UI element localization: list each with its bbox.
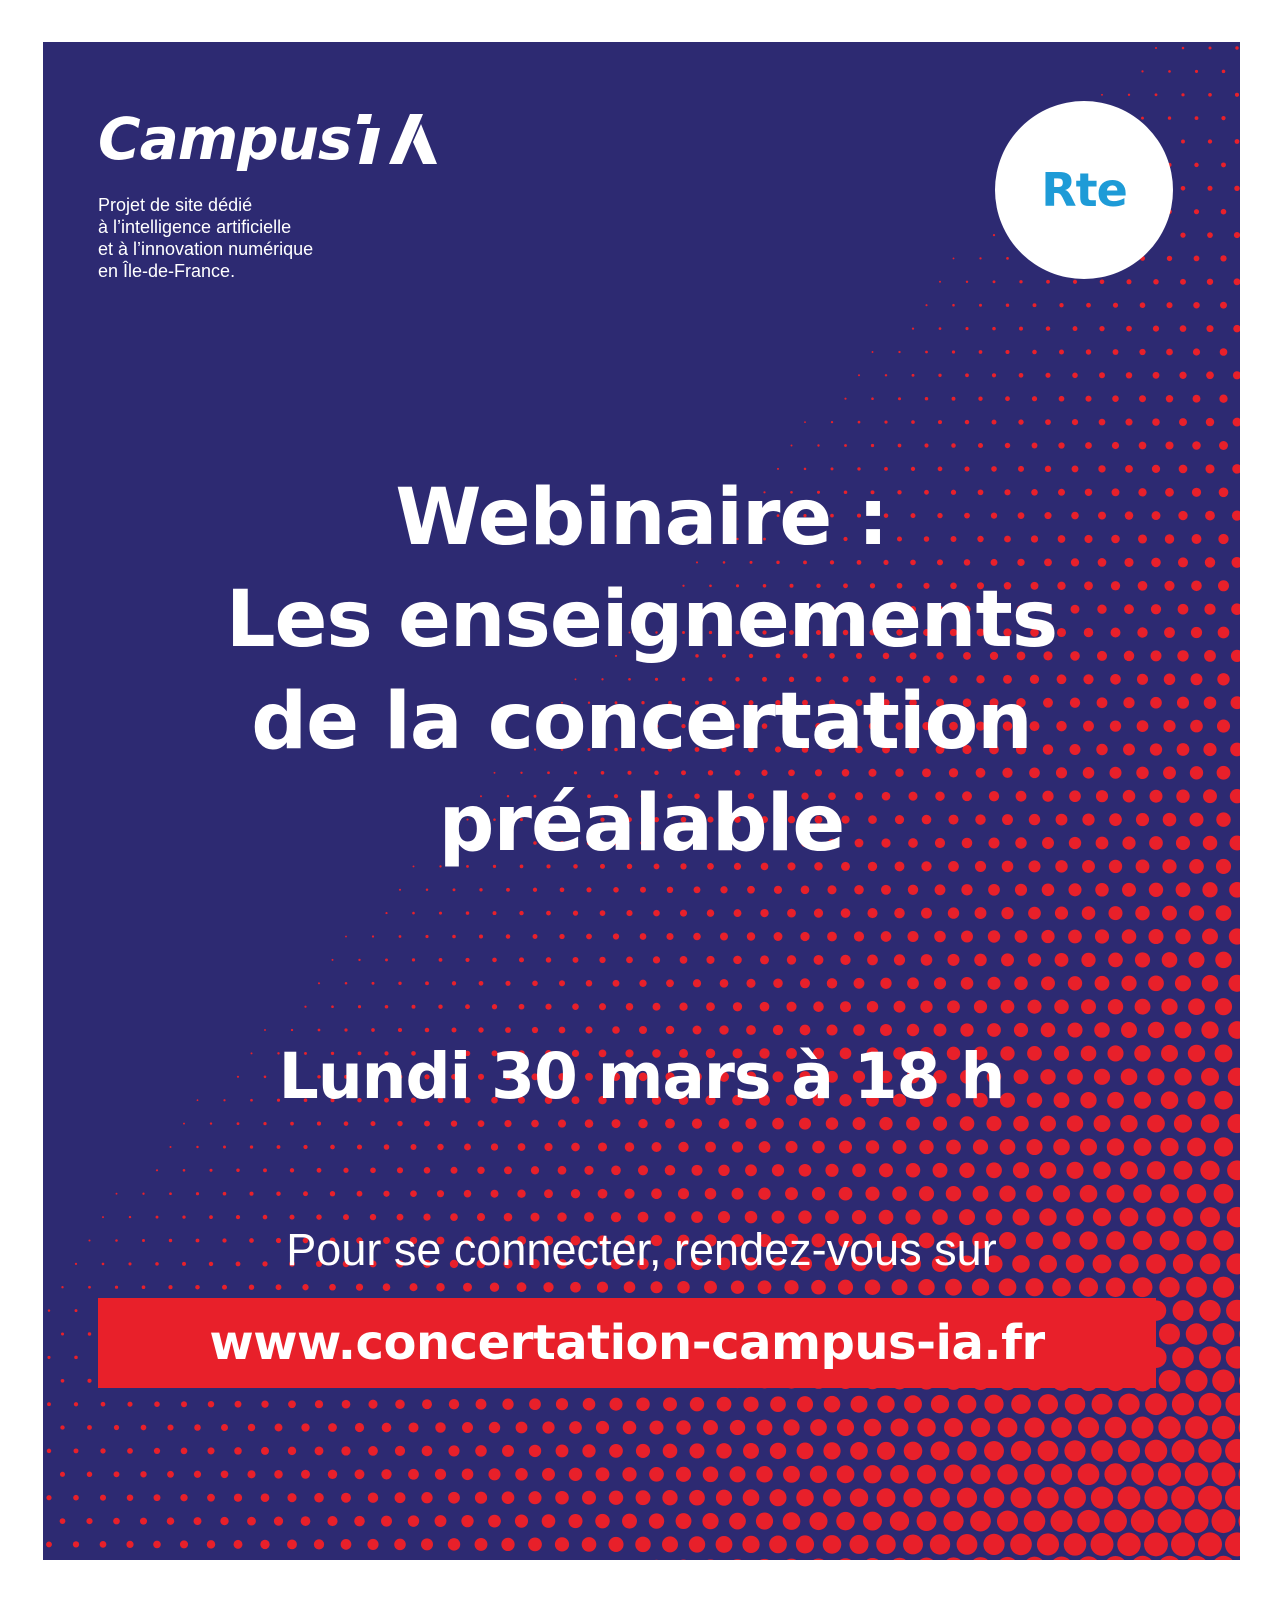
campus-ia-logo (98, 102, 455, 176)
brand-tagline (98, 194, 455, 282)
rte-logo-text: Rte (1041, 163, 1127, 217)
event-date: Lundi 30 mars à 18 h (278, 1040, 1005, 1113)
headline-line: préalable (438, 779, 845, 869)
tagline-line: et à l’innovation numérique (98, 239, 314, 259)
headline-line: Webinaire : (395, 473, 888, 563)
headline (43, 467, 1240, 875)
tagline-line: en Île-de-France. (98, 261, 236, 281)
connect-instructions: Pour se connecter, rendez-vous sur (286, 1224, 997, 1275)
rte-logo (995, 101, 1173, 279)
brand-name: Campus (98, 105, 352, 173)
tagline-line: Projet de site dédié (98, 195, 253, 215)
headline-line: Les enseignements (225, 575, 1058, 665)
tagline-line: à l’intelligence artificielle (98, 217, 292, 237)
headline-line: de la concertation (251, 677, 1032, 767)
campus-ia-logo-block (98, 102, 455, 282)
ia-logo-icon (355, 114, 455, 164)
website-link[interactable]: www.concertation-campus-ia.fr (209, 1315, 1045, 1371)
poster (43, 42, 1240, 1560)
url-banner[interactable] (98, 1298, 1156, 1388)
